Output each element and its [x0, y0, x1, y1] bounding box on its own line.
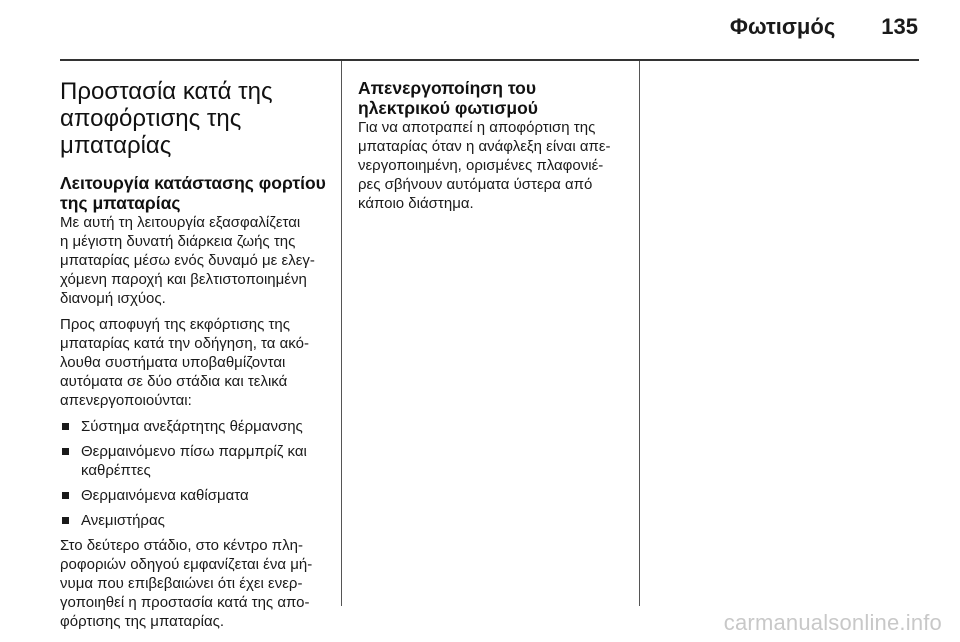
watermark-text: carmanualsonline.info: [723, 610, 942, 635]
text-line: απενεργοποιούνται:: [60, 392, 192, 409]
heading-line: αποφόρτισης της: [60, 105, 242, 132]
text-line: κάποιο διάστημα.: [358, 195, 474, 212]
text-line: φόρτισης της μπαταρίας.: [60, 613, 225, 630]
subheading-line: Λειτουργία κατάστασης φορτίου: [60, 173, 326, 193]
text-line: χόμενη παροχή και βελτιστοποιημένη: [60, 271, 307, 288]
subsection-heading: [358, 78, 626, 118]
heading-line: μπαταρίας: [60, 132, 172, 159]
column-divider-1: [341, 61, 342, 606]
list-item: [60, 511, 332, 530]
text-line: αυτόματα σε δύο στάδια και τελικά: [60, 373, 288, 390]
square-bullet-icon: [62, 448, 69, 455]
list-item-text: Ανεμιστήρας: [81, 512, 165, 529]
square-bullet-icon: [62, 423, 69, 430]
text-line: γοποιηθεί η προστασία κατά της απο-: [60, 594, 310, 611]
list-item-text: καθρέπτες: [81, 462, 151, 479]
text-line: Με αυτή τη λειτουργία εξασφαλίζεται: [60, 214, 301, 231]
column-left: [60, 78, 332, 638]
page-number: 135: [881, 14, 918, 39]
square-bullet-icon: [62, 517, 69, 524]
square-bullet-icon: [62, 492, 69, 499]
subheading-line: της μπαταρίας: [60, 193, 181, 213]
list-item: [60, 486, 332, 505]
section-heading: [60, 78, 332, 159]
text-line: νεργοποιημένη, ορισμένες πλαφονιέ-: [358, 157, 604, 174]
text-line: η μέγιστη δυνατή διάρκεια ζωής της: [60, 233, 296, 250]
text-line: Για να αποτραπεί η αποφόρτιση της: [358, 119, 596, 136]
list-item: [60, 442, 332, 480]
text-line: μπαταρίας μέσω ενός δυναμό με ελεγ-: [60, 252, 315, 269]
column-divider-2: [639, 61, 640, 606]
heading-line: Προστασία κατά της: [60, 78, 273, 105]
list-item-text: Θερμαινόμενα καθίσματα: [81, 487, 249, 504]
paragraph-2: [60, 315, 332, 410]
paragraph-3: [60, 536, 332, 631]
text-line: μπαταρίας όταν η ανάφλεξη είναι απε-: [358, 138, 611, 155]
column-middle: [358, 78, 626, 220]
section-title: Φωτισμός: [729, 14, 836, 39]
list-item: [60, 417, 332, 436]
text-line: ρες σβήνουν αυτόματα ύστερα από: [358, 176, 593, 193]
text-line: λουθα συστήματα υποβαθμίζονται: [60, 354, 286, 371]
subheading-line: ηλεκτρικού φωτισμού: [358, 98, 538, 118]
text-line: Στο δεύτερο στάδιο, στο κέντρο πλη-: [60, 537, 303, 554]
text-line: ροφοριών οδηγού εμφανίζεται ένα μή-: [60, 556, 313, 573]
header-rule: [60, 59, 919, 61]
text-line: διανομή ισχύος.: [60, 290, 166, 307]
text-line: μπαταρίας κατά την οδήγηση, τα ακό-: [60, 335, 309, 352]
subheading-line: Απενεργοποίηση του: [358, 78, 537, 98]
bullet-list: [60, 417, 332, 530]
list-item-text: Θερμαινόμενο πίσω παρμπρίζ και: [81, 443, 307, 460]
text-line: νυμα που επιβεβαιώνει ότι έχει ενερ-: [60, 575, 303, 592]
page-header: [730, 14, 918, 40]
text-line: Προς αποφυγή της εκφόρτισης της: [60, 316, 291, 333]
list-item-text: Σύστημα ανεξάρτητης θέρμανσης: [81, 418, 303, 435]
paragraph-1: [358, 118, 626, 213]
subsection-heading: [60, 173, 332, 213]
paragraph-1: [60, 213, 332, 308]
